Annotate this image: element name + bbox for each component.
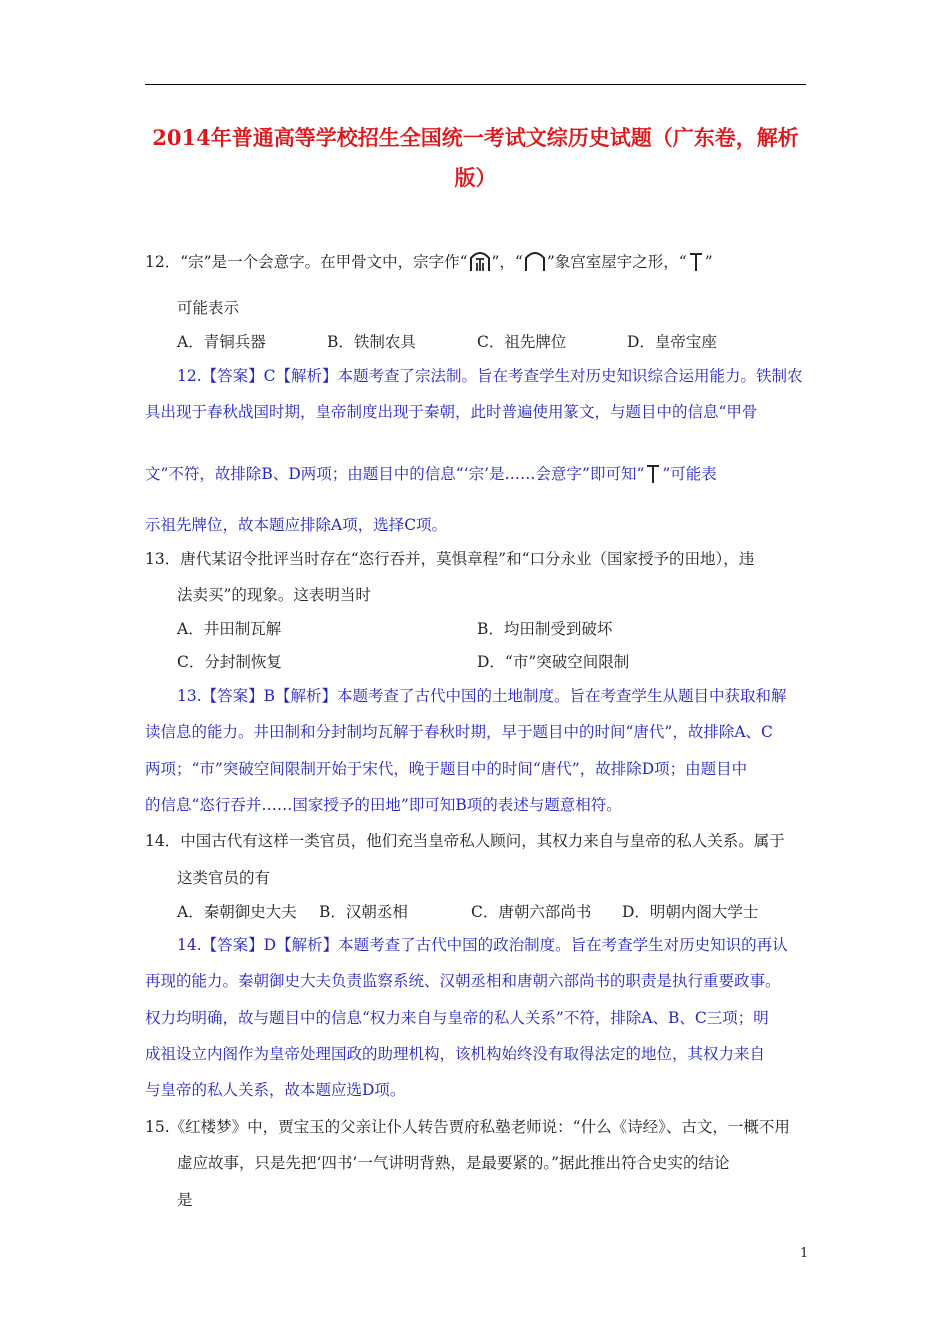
q15-stem-line-2: 虚应故事，只是先把‘四书’一气讲明背熟，是最要紧的。”据此推出符合史实的结论 <box>177 1154 730 1172</box>
q13-stem-line-2: 法卖买”的现象。这表明当时 <box>177 586 371 604</box>
q14-option-c: C．唐朝六部尚书 <box>471 903 592 921</box>
q14-stem-line-1: 14．中国古代有这样一类官员，他们充当皇帝私人顾问，其权力来自与皇帝的私人关系。属于 <box>145 832 785 850</box>
q12-stem-part-1: 12．“宗”是一个会意字。在甲骨文中，宗字作“ <box>145 253 468 271</box>
q14-answer-line-4: 成祖设立内阁作为皇帝处理国政的助理机构，该机构始终没有取得法定的地位，其权力来自 <box>145 1045 766 1063</box>
q12-stem-line-1 <box>145 247 713 279</box>
q14-answer-line-1: 14.【答案】D【解析】本题考查了古代中国的政治制度。旨在考查学生对历史知识的再认 <box>177 936 788 954</box>
q12-option-a: A．青铜兵器 <box>177 333 266 351</box>
q13-option-c: C．分封制恢复 <box>177 653 282 671</box>
q12-stem-line-2: 可能表示 <box>177 299 240 317</box>
q12-answer-line-2: 具出现于春秋战国时期，皇帝制度出现于秦朝，此时普遍使用篆文，与题目中的信息“甲骨 <box>145 403 758 421</box>
q13-answer-line-2: 读信息的能力。井田制和分封制均瓦解于春秋时期，早于题目中的时间“唐代”，故排除A、C <box>145 723 773 741</box>
q14-option-d: D．明朝内阁大学士 <box>622 903 759 921</box>
q13-answer-line-3: 两项；“市”突破空间限制开始于宋代，晚于题目中的时间“唐代”，故排除D项；由题目中 <box>145 760 748 778</box>
q12-stem-part-3: ”象宫室屋宇之形，“ <box>546 253 687 271</box>
q15-stem-line-3: 是 <box>177 1191 193 1209</box>
q12-answer-line-3-part-1: 文”不符，故排除B、D两项；由题目中的信息“‘宗’是……会意字”即可知“ <box>145 465 645 483</box>
q13-option-a: A．井田制瓦解 <box>177 620 282 638</box>
q13-option-d: D．“市”突破空间限制 <box>477 653 630 671</box>
q12-answer-line-4: 示祖先牌位，故本题应排除A项，选择C项。 <box>145 516 448 534</box>
q12-option-b: B．铁制农具 <box>327 333 416 351</box>
q12-answer-line-3 <box>145 461 717 491</box>
q12-answer-line-1: 12.【答案】C【解析】本题考查了宗法制。旨在考查学生对历史知识综合运用能力。铁制农 <box>177 367 803 385</box>
oracle-shi-glyph-icon <box>688 249 704 279</box>
q14-answer-line-5: 与皇帝的私人关系，故本题应选D项。 <box>145 1081 406 1099</box>
page-title <box>145 118 806 198</box>
q14-stem-line-2: 这类官员的有 <box>177 869 271 887</box>
q14-answer-line-2: 再现的能力。秦朝御史大夫负责监察系统、汉朝丞相和唐朝六部尚书的职责是执行重要政事。 <box>145 972 781 990</box>
q14-answer-line-3: 权力均明确，故与题目中的信息“权力来自与皇帝的私人关系”不符，排除A、B、C三项；明 <box>145 1009 769 1027</box>
oracle-zong-glyph-icon <box>469 247 491 279</box>
header-rule <box>145 84 806 85</box>
oracle-roof-glyph-icon <box>524 247 546 279</box>
q12-stem-part-4: ” <box>704 253 713 271</box>
q12-answer-line-3-part-2: ”可能表 <box>662 465 717 483</box>
q14-option-a: A．秦朝御史大夫 <box>177 903 297 921</box>
title-line-1: 2014年普通高等学校招生全国统一考试文综历史试题（广东卷，解析 <box>152 125 799 150</box>
q13-stem-line-1: 13．唐代某诏令批评当时存在“恣行吞并，莫惧章程”和“口分永业（国家授予的田地），违 <box>145 550 755 568</box>
q14-option-b: B．汉朝丞相 <box>319 903 408 921</box>
q12-option-c: C．祖先牌位 <box>477 333 567 351</box>
q15-stem-line-1: 15.《红楼梦》中，贾宝玉的父亲让仆人转告贾府私塾老师说：“什么《诗经》、古文，一概不用 <box>145 1118 790 1136</box>
page-number: 1 <box>800 1246 809 1261</box>
q12-stem-part-2: ”，“ <box>491 253 523 271</box>
oracle-shi-glyph-answer-icon <box>645 461 661 491</box>
title-line-2: 版） <box>454 165 497 190</box>
q13-answer-line-1: 13.【答案】B【解析】本题考查了古代中国的土地制度。旨在考查学生从题目中获取和解 <box>177 687 787 705</box>
q12-option-d: D．皇帝宝座 <box>627 333 717 351</box>
q13-option-b: B．均田制受到破坏 <box>477 620 613 638</box>
q13-answer-line-4: 的信息“恣行吞并……国家授予的田地”即可知B项的表述与题意相符。 <box>145 796 622 814</box>
